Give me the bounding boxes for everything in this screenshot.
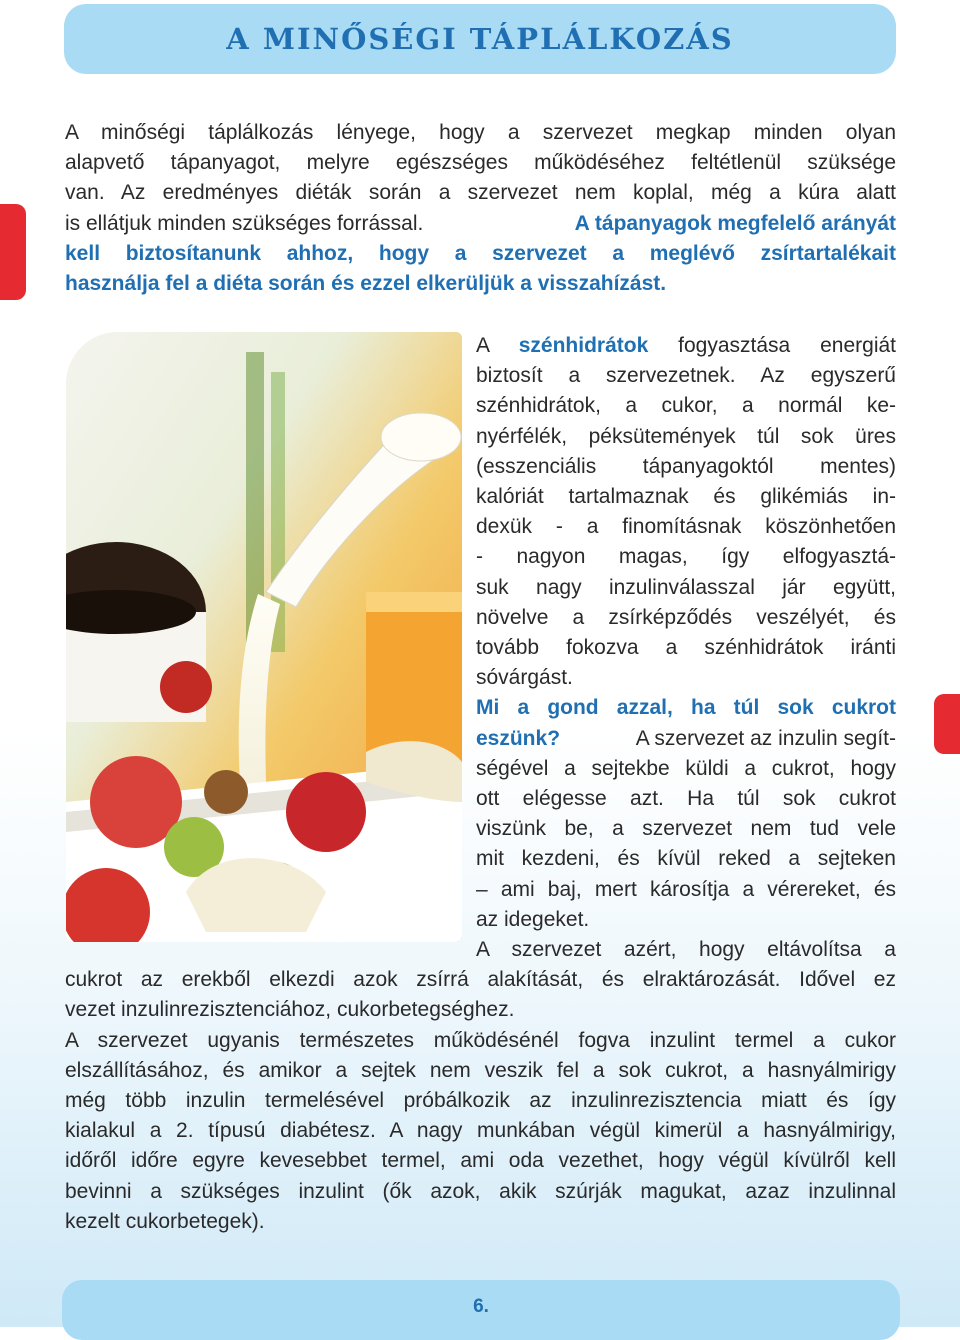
- keyword-carbohydrates: szénhidrátok: [518, 334, 649, 357]
- body-line: A szervezet azért, hogy eltávolítsa a: [476, 938, 896, 961]
- column-line: (esszenciális tápanyagoktól mentes): [476, 454, 896, 478]
- intro-bold-text: A tápanyagok megfelelő arányát: [574, 211, 896, 235]
- question-heading-end: eszünk?: [476, 726, 561, 750]
- column-line: suk nagy inzulinválasszal jár együtt,: [476, 575, 896, 599]
- intro-paragraph: [65, 118, 896, 299]
- column-line: dexük - a finomításnak köszönhetően: [476, 515, 896, 539]
- intro-line: A minőségi táplálkozás lényege, hogy a szervezet megkap minden olyan: [65, 121, 896, 144]
- column-line: tovább fokozva a szénhidrátok iránti: [476, 636, 896, 660]
- intro-bold-line: használja fel a diéta során és ezzel elkerüljük a visszahízást.: [65, 272, 667, 296]
- column-line: sóvárgást.: [476, 666, 573, 690]
- column-line: mit kezdeni, és kívül reked a sejteken: [476, 847, 896, 871]
- body-line: bevinni a szükséges inzulint (ők azok, akik szúrják magukat, azaz inzulinnal: [65, 1179, 896, 1203]
- breakfast-cereal-milk-photo: [66, 332, 462, 942]
- column-line: viszünk be, a szervezet nem tud vele: [476, 817, 896, 841]
- body-line: időről időre egyre kevesebbet termel, ami oda vezethet, hogy végül kívülről kell: [65, 1149, 896, 1173]
- column-line: - nagyon magas, így elfogyasztá-: [476, 545, 896, 569]
- body-line: kezelt cukorbetegek).: [65, 1209, 265, 1233]
- side-tab-left: [0, 204, 26, 300]
- column-line: szénhidrátok, a cukor, a normál ke-: [476, 394, 896, 418]
- body-line: vezet inzulinrezisztenciához, cukorbetegséghez.: [65, 998, 515, 1022]
- page-header: [64, 4, 896, 74]
- column-line: [476, 331, 896, 361]
- column-line: ott elégesse azt. Ha túl sok cukrot: [476, 787, 896, 811]
- question-heading: Mi a gond azzal, ha túl sok cukrot: [476, 696, 896, 720]
- body-line: cukrot az erekből elkezdi azok zsírrá alakítását, és elraktározását. Idővel ez: [65, 968, 896, 992]
- carbohydrates-column: [476, 331, 896, 935]
- intro-line-text: is ellátjuk minden szükséges forrással.: [65, 211, 424, 235]
- bottom-paragraphs: [65, 935, 896, 1237]
- column-text: A szervezet az inzulin segít-: [635, 726, 896, 750]
- page-footer: [62, 1280, 900, 1340]
- body-line: még több inzulin termelésével próbálkozik az inzulinrezisztencia miatt és így: [65, 1089, 896, 1113]
- body-line: kialakul a 2. típusú diabétesz. A nagy munkában végül kimerül a hasnyálmirigy,: [65, 1119, 896, 1143]
- column-line: ségével a sejtekbe küldi a cukrot, hogy: [476, 756, 896, 780]
- column-line: kalóriát tartalmaznak és glikémiás in-: [476, 485, 896, 509]
- breakfast-photo: [66, 332, 462, 942]
- page-number: 6.: [473, 1296, 489, 1317]
- body-line: elszállításához, és amikor a sejtek nem veszik fel a sok cukrot, a hasnyálmirigy: [65, 1058, 896, 1082]
- column-text: fogyasztása energiát: [678, 334, 897, 357]
- intro-line: alapvető tápanyagot, melyre egészséges működéséhez feltétlenül szüksége: [65, 151, 896, 175]
- column-line: biztosít a szervezetnek. Az egyszerű: [476, 364, 896, 388]
- column-line: az idegeket.: [476, 907, 590, 931]
- column-line: növelve a zsírképződés veszélyét, és: [476, 605, 896, 629]
- column-line: nyérfélék, péksütemények túl sok üres: [476, 424, 896, 448]
- column-text: A: [476, 334, 489, 357]
- intro-line: [65, 209, 896, 239]
- column-line: [476, 724, 896, 754]
- column-line: – ami baj, mert károsítja a vérereket, és: [476, 877, 896, 901]
- page-title: A MINŐSÉGI TÁPLÁLKOZÁS: [226, 22, 734, 56]
- body-line: A szervezet ugyanis természetes működésénél fogva inzulint termel a cukor: [65, 1028, 896, 1052]
- intro-bold-line: kell biztosítanunk ahhoz, hogy a szervezet a meglévő zsírtartalékait: [65, 241, 896, 265]
- intro-line: van. Az eredményes diéták során a szervezet nem koplal, még a kúra alatt: [65, 181, 896, 205]
- side-tab-right: [934, 694, 960, 754]
